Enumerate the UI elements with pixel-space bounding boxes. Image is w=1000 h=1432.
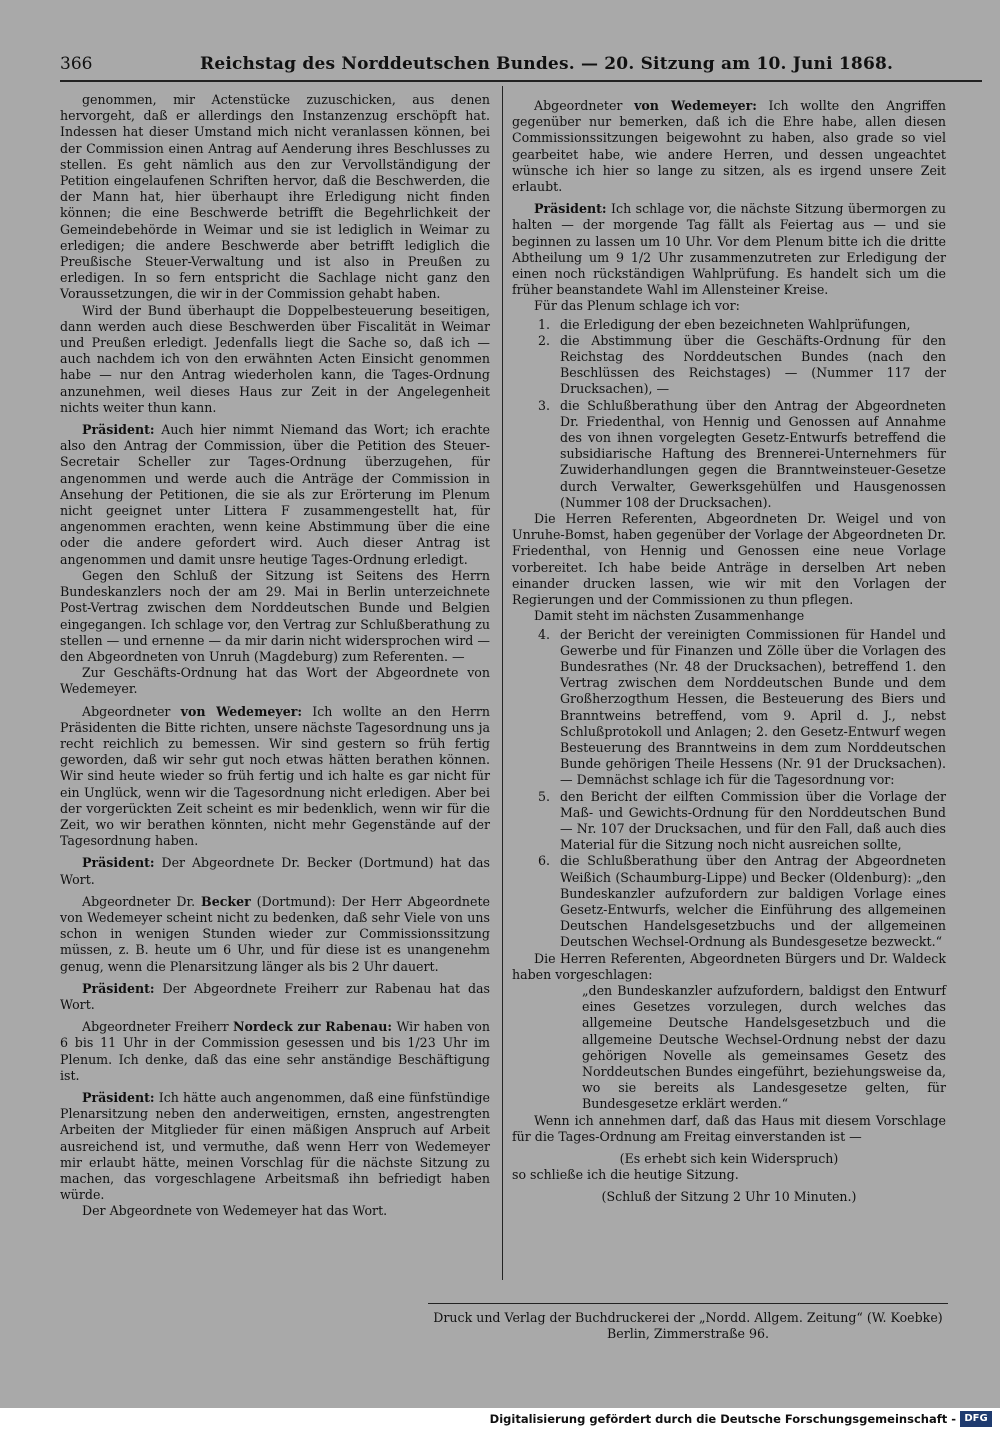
- paragraph: Zur Geschäfts-Ordnung hat das Wort der Abgeordnete von Wedemeyer.: [60, 665, 490, 697]
- speech-paragraph: [60, 704, 490, 850]
- speaker-name: Präsident:: [82, 422, 155, 438]
- speaker-name: Becker: [201, 893, 251, 909]
- speaker-name: Präsident:: [82, 1089, 155, 1105]
- header-rule: [60, 80, 982, 82]
- footer-rule: [428, 1303, 948, 1304]
- right-column: [512, 92, 946, 1206]
- paragraph: Wenn ich annehmen darf, daß das Haus mit diesem Vorschlage für die Tages-Ordnung am Freitag einverstanden ist —: [512, 1112, 946, 1144]
- centered-note: (Es erhebt sich kein Widerspruch): [619, 1151, 839, 1166]
- paragraph: Der Abgeordnete von Wedemeyer hat das Wort.: [82, 1203, 388, 1219]
- paragraph: genommen, mir Actenstücke zuzuschicken, aus denen hervorgeht, daß er allerdings den Instanzenzug erschöpft hat. Indessen hat dieser Umstand mich nicht veranlassen können, bei der Commission einen Antrag auf Aenderung ihres Beschlusses zu stellen. Es geht nämlich aus den zur Vervollständigung der Petition eingelaufenen Schriften hervor, daß die Beschwerden, die der Mann hat, hier überhaupt ihre Erledigung nicht finden können; die eine Beschwerde betrifft die Begehrlichkeit der Gemeindebehörde in Weimar und sie ist lediglich in Weimar zu erledigen; die andere Beschwerde aber betrifft lediglich die Preußische Steuer-Verwaltung und ist also in Preußen zu erledigen. In so fern entspricht die Sachlage nicht ganz den Voraussetzungen, die wir in der Commission gehabt haben.: [60, 92, 490, 302]
- funding-text: Digitalisierung gefördert durch die Deutsche Forschungsgemeinschaft -: [489, 1412, 956, 1426]
- numbered-list: [512, 317, 946, 511]
- speech-text: Ich schlage vor, die nächste Sitzung übermorgen zu halten — der morgende Tag fällt als Feiertag aus — und sie beginnen zu lassen um 10 Uhr. Vor dem Plenum bitte ich die dritte Abtheilung um 9 1/2 Uhr zusammenzutreten zur Erledigung der einen noch rückständigen Wahlprüfung. Es handelt sich um die früher beanstandete Wahl im Allensteiner Kreise.: [512, 201, 946, 298]
- item-text: die Schlußberathung über den Antrag der Abgeordneten Dr. Friedenthal, von Hennig und Genossen auf Annahme des von ihnen vorgelegten Gesetz-Entwurfs betreffend die subsidiarische Haftung des Brennerei-Unternehmers für Zuwiderhandlungen gegen die Branntweinsteuer-Gesetze durch Verwalter, Gewerksgehülfen und Hausgenossen (Nummer 108 der Drucksachen).: [560, 397, 946, 510]
- paragraph: Die Herren Referenten, Abgeordneten Dr. Weigel und von Unruhe-Bomst, haben gegenüber der Vorlage der Abgeordneten Dr. Friedenthal, von Hennig und Genossen eine neue Vorlage vorbereitet. Ich habe beide Anträge in derselben Art neben einander drucken lassen, wie wir mit den Vorlagen der Regierungen und der Commissionen zu thun pflegen.: [512, 511, 946, 608]
- list-item: [512, 333, 946, 398]
- funding-bar: [0, 1408, 1000, 1432]
- speaker-name: Präsident:: [82, 980, 155, 996]
- speech-paragraph: [60, 894, 490, 975]
- left-column: [60, 92, 490, 1220]
- item-text: die Erledigung der eben bezeichneten Wahlprüfungen,: [560, 316, 911, 332]
- speaker-name: Nordeck zur Rabenau:: [233, 1019, 393, 1035]
- speech-paragraph: [60, 1019, 490, 1084]
- item-number: 5.: [538, 788, 551, 804]
- imprint-line-2: Berlin, Zimmerstraße 96.: [607, 1326, 769, 1341]
- item-number: 1.: [538, 316, 551, 332]
- item-number: 3.: [538, 397, 551, 413]
- list-item: [512, 789, 946, 854]
- speaker-name: Präsident:: [534, 201, 607, 217]
- page-header: [60, 54, 986, 80]
- speech-paragraph: [60, 855, 490, 887]
- page-number: 366: [60, 54, 93, 74]
- speech-paragraph: [512, 201, 946, 298]
- item-text: die Schlußberathung über den Antrag der Abgeordneten Weißich (Schaumburg-Lippe) und Becker (Oldenburg): „den Bundeskanzler aufzufordern zur baldigen Vorlage eines Gesetz-Entwurfs, welcher die Einführung des allgemeinen Deutschen Handelsgesetzbuchs und der allgemeinen Deutschen Wechsel-Ordnung als Bundesgesetze bezweckt.“: [560, 853, 946, 950]
- item-text: der Bericht der vereinigten Commissionen für Handel und Gewerbe und für Finanzen und Zölle über die Vorlagen des Bundesrathes (Nr. 48 der Drucksachen), betreffend 1. den Vertrag zwischen dem Norddeutschen Bunde und dem Großherzogthum Hessen, die Besteuerung des Biers und Branntweins betreffend, vom 9. April d. J., nebst Schlußprotokoll und Anlagen; 2. den Gesetz-Entwurf wegen Besteuerung des Branntweins in dem zum Norddeutschen Bunde gehörigen Theile Hessens (Nr. 91 der Drucksachen). — Demnächst schlage ich für die Tagesordnung vor:: [560, 626, 946, 788]
- item-text: die Abstimmung über die Geschäfts-Ordnung für den Reichstag des Norddeutschen Bundes (nach den Beschlüssen des Reichstages) — (Nummer 117 der Drucksachen), —: [560, 332, 946, 397]
- speaker-prefix: Abgeordneter: [82, 703, 181, 719]
- paragraph: Für das Plenum schlage ich vor:: [534, 298, 740, 314]
- list-item: [512, 627, 946, 789]
- numbered-list: [512, 627, 946, 951]
- speech-text: Wir haben von 6 bis 11 Uhr in der Commission gesessen und bis 1/23 Uhr im Plenum. Ich denke, daß das eine sehr anständige Beschäftigung ist.: [60, 1019, 490, 1083]
- speaker-name: Präsident:: [82, 855, 155, 871]
- list-item: [512, 398, 946, 511]
- item-number: 6.: [538, 853, 551, 869]
- speech-text: Ich hätte auch angenommen, daß eine fünfstündige Plenarsitzung neben den anderweitigen, ernsten, angestrengten Arbeiten der Mitglieder für einen mäßigen Anspruch auf Arbeit ausreichend ist, und vermuthe, daß wenn Herr von Wedemeyer mir erlaubt hätte, meinen Vorschlag für die nächste Sitzung zu machen, das vorgeschlagene Arbeitsmaß ihn befriedigt haben würde.: [60, 1089, 490, 1203]
- speech-text: Ich wollte den Angriffen gegenüber nur bemerken, daß ich die Ehre habe, allen diesen Commissionssitzungen beigewohnt zu haben, also grade so viel gearbeitet habe, wie andere Herren, und dessen ungeachtet wünsche ich hier so lange zu sitzen, als es irgend unsere Zeit erlaubt.: [512, 98, 946, 195]
- column-divider: [502, 86, 503, 1280]
- speech-text: Ich wollte an den Herrn Präsidenten die Bitte richten, unsere nächste Tagesordnung uns ja recht reichlich zu bemessen. Wir sind gestern so früh fertig geworden, daß wir sehr gut noch etwas hätten berathen können. Wir sind heute wieder so früh fertig und ich halte es gar nicht für ein Unglück, wenn wir die Tagesordnung nicht erledigen. Aber bei der vorgerückten Zeit scheint es mir bedenklich, wenn wir für die Zeit, wo wir berathen könnten, nicht mehr Gegenstände auf der Tagesordnung haben.: [60, 703, 490, 849]
- speaker-prefix: Abgeordneter Freiherr: [82, 1019, 234, 1035]
- running-head: Reichstag des Norddeutschen Bundes. — 20. Sitzung am 10. Juni 1868.: [200, 54, 894, 74]
- item-text: den Bericht der eilften Commission über die Vorlage der Maß- und Gewichts-Ordnung für den Norddeutschen Bund — Nr. 107 der Drucksachen, und für den Fall, daß auch dies Material für die Sitzung noch nicht ausreichen sollte,: [560, 788, 946, 853]
- imprint-line-1: Druck und Verlag der Buchdruckerei der „Nordd. Allgem. Zeitung“ (W. Koebke): [433, 1310, 943, 1325]
- quoted-proposal: „den Bundeskanzler aufzufordern, baldigst den Entwurf eines Gesetzes vorzulegen, durch welches das allgemeine Deutsche Handelsgesetzbuch und die allgemeine Deutsche Wechsel-Ordnung nebst der dazu gehörigen Novelle als gemeinsames Gesetz des Norddeutschen Bundes eingeführt, beziehungsweise da, wo sie bereits als Landesgesetze gelten, für Bundesgesetze erklärt werden.“: [582, 982, 946, 1112]
- list-item: [512, 853, 946, 950]
- speech-text: Der Abgeordnete Freiherr zur Rabenau hat das Wort.: [60, 980, 490, 1012]
- speaker-prefix: Abgeordneter Dr.: [82, 893, 202, 909]
- list-item: [512, 317, 946, 333]
- speech-paragraph: [60, 1090, 490, 1203]
- speech-text: (Dortmund): Der Herr Abgeordnete von Wedemeyer scheint nicht zu bedenken, daß sehr Viele von uns schon in wenigen Stunden wieder zur Commissionssitzung müssen, z. B. heute um 6 Uhr, und für diese ist es unangenehm genug, wenn die Plenarsitzung länger als bis 2 Uhr dauert.: [60, 893, 490, 974]
- speech-paragraph: [60, 981, 490, 1013]
- speaker-prefix: Abgeordneter: [534, 98, 635, 113]
- item-number: 2.: [538, 332, 551, 348]
- speech-text: Auch hier nimmt Niemand das Wort; ich erachte also den Antrag der Commission, über die Petition des Steuer-Secretair Scheller zur Tages-Ordnung überzugehen, für angenommen und werde auch die Anträge der Commission in Ansehung der Petitionen, die sie als zur Erörterung im Plenum nicht geeignet unter Littera F zusammengestellt hat, für angenommen erachten, wenn keine Abstimmung über die eine oder die andere gefordert wird. Auch dieser Antrag ist angenommen und damit unsre heutige Tages-Ordnung erledigt.: [60, 422, 490, 567]
- speech-text: Der Abgeordnete Dr. Becker (Dortmund) hat das Wort.: [60, 855, 490, 887]
- dfg-logo-icon: DFG: [960, 1411, 992, 1427]
- speech-paragraph: [512, 98, 946, 195]
- paragraph: Die Herren Referenten, Abgeordneten Bürgers und Dr. Waldeck haben vorgeschlagen:: [512, 950, 946, 982]
- speaker-name: von Wedemeyer:: [180, 703, 303, 719]
- item-number: 4.: [538, 626, 551, 642]
- printer-imprint: [428, 1310, 948, 1342]
- speech-paragraph: [60, 422, 490, 568]
- centered-note: (Schluß der Sitzung 2 Uhr 10 Minuten.): [601, 1189, 857, 1205]
- speaker-name: von Wedemeyer:: [634, 98, 757, 113]
- paragraph: Gegen den Schluß der Sitzung ist Seitens des Herrn Bundeskanzlers noch der am 29. Mai in Berlin unterzeichnete Post-Vertrag zwischen dem Norddeutschen Bunde und Belgien eingegangen. Ich schlage vor, den Vertrag zur Schlußberathung zu stellen — und ernenne — da mir darin nicht widersprochen wird — den Abgeordneten von Unruh (Magdeburg) zum Referenten. —: [60, 567, 490, 664]
- plain-line: so schließe ich die heutige Sitzung.: [512, 1167, 739, 1183]
- paragraph: Damit steht im nächsten Zusammenhange: [534, 608, 805, 624]
- paragraph: Wird der Bund überhaupt die Doppelbesteuerung beseitigen, dann werden auch diese Beschwerden über Fiscalität in Weimar und Preußen erledigt. Jedenfalls liegt die Sache so, daß ich — auch nachdem ich von den erwähnten Acten Einsicht genommen habe — nur den Antrag wiederholen kann, die Tages-Ordnung anzunehmen, weil dieses Haus zur Zeit in der Angelegenheit nichts weiter thun kann.: [60, 302, 490, 415]
